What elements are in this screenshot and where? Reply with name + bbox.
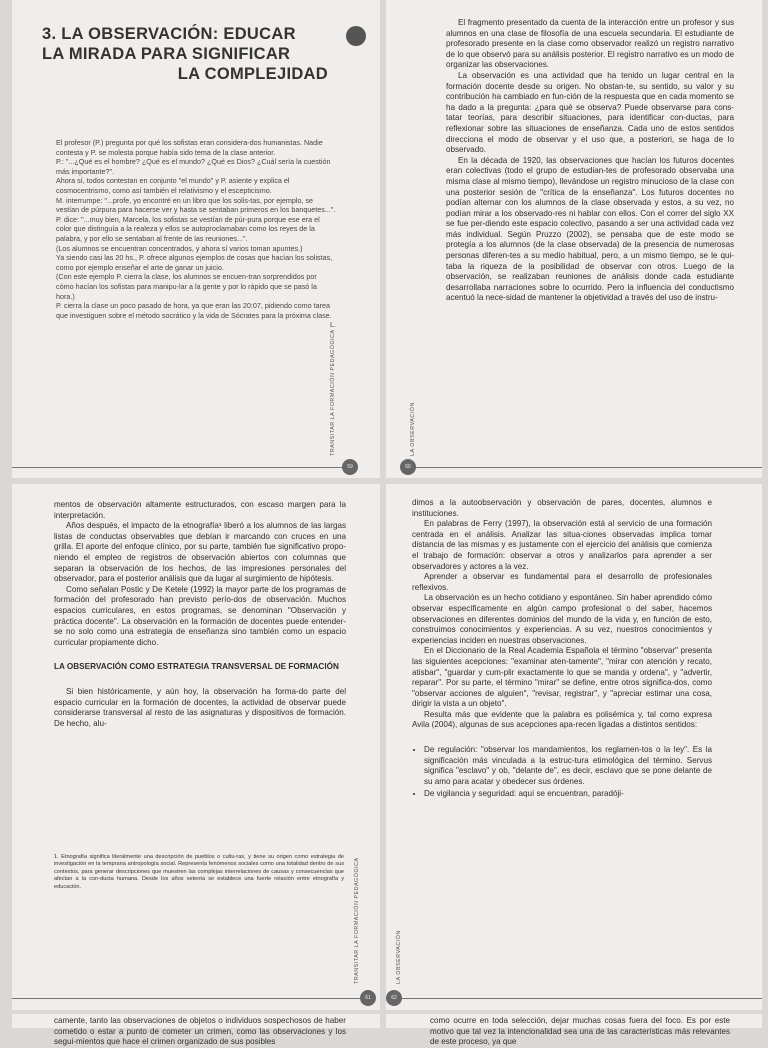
page-rule xyxy=(416,467,762,468)
chapter-title-line-1: 3. LA OBSERVACIÓN: EDUCAR xyxy=(42,25,296,43)
transcript-line: Ahora sí, todos contestan en conjunto "el mundo" y P. asiente y explica el cosmocentrismo, como así también el relativismo y el escepticismo. xyxy=(56,176,290,195)
transcript-line: P.: "...¿Qué es el hombre? ¿Qué es el mundo? ¿Qué es Dios? ¿Cuál sería la cuestión más importante?". xyxy=(56,157,331,176)
running-head-vertical: LA OBSERVACIÓN xyxy=(410,402,416,456)
chapter-title-line-3: LA COMPLEJIDAD xyxy=(177,65,328,83)
list-item: • De vigilancia y seguridad: aquí se encuentran, paradóji- xyxy=(424,789,712,800)
transcript-line: (Con este ejemplo P. cierra la clase, los alumnos se encuen-tran sorprendidos por cómo hacían los sofistas para manipu-lar a la gente y por lo rápido que se pasó la hora.) xyxy=(56,272,317,301)
transcript-line: M. interrumpe: "...profe, yo encontré en un libro que los solis-tas, por ejemplo, se vestían de púrpura para hacerse ver y hasta se sentaban primeros en los banquetes...". xyxy=(56,195,336,215)
transcript-line: El profesor (P.) pregunta por qué los sofistas eran considera-dos humanistas. Nadie contesta y P. se molesta porque había sido tema de la clase anterior. xyxy=(56,138,323,157)
page-5 xyxy=(12,1014,380,1047)
paragraph: Aprender a observar es fundamental para el desarrollo de profesionales reflexivos. xyxy=(412,572,712,592)
section-heading: LA OBSERVACIÓN COMO ESTRATEGIA TRANSVERSAL DE FORMACIÓN xyxy=(54,662,339,672)
page-1 xyxy=(12,0,380,478)
page-rule xyxy=(402,998,762,999)
page-rule xyxy=(12,467,342,468)
paragraph: dimos a la autoobservación y observación de pares, docentes, alumnos e instituciones. xyxy=(412,498,712,518)
paragraph: camente, tanto las observaciones de objetos o individuos sospechosos de haber cometido o estar a punto de cometer un crimen, como las observaciones y los segui-mientos que hace el crimen organizado de sus posibles xyxy=(54,1016,346,1047)
main-text xyxy=(54,500,346,729)
chapter-bullet-icon xyxy=(346,26,366,46)
page-number-badge: 61 xyxy=(360,990,376,1006)
main-text xyxy=(54,1016,346,1048)
footnote: 1. Etnografía significa literalmente una descripción de pueblos o cultu-ras, y tiene su origen como estrategia de investigación en la temprana antropología social. Representa fenómenos sociales como una totalidad dentro de sus contextos, para generar descripciones que muestren las complejas interrelaciones de causas y consecuencias que afectan a la con-ducta humana. Desde los años setenta se establece una fuerte relación entre etnografía y educación. xyxy=(54,854,344,890)
paragraph: Si bien históricamente, y aún hoy, la observación ha forma-do parte del espacio curricular en la formación de docentes, la actividad de observar puede considerarse transversal al resto de las asignaturas y dispositivos de formación. De hecho, alu- xyxy=(54,686,346,728)
paragraph: como ocurre en toda selección, dejar muchas cosas fuera del foco. Es por este motivo que tal vez la intencionalidad sea una de las características más relevantes de este proceso, ya que xyxy=(430,1016,730,1047)
running-head-vertical: TRANSITAR LA FORMACIÓN PEDAGÓGICA xyxy=(330,329,336,456)
page-3 xyxy=(12,484,380,1010)
transcript-line: P. dice: "...muy bien, Marcela, los sofistas se vestían de púr-pura porque ese era el color que distinguía a la realeza y ellos se autoproclamaban como los reyes de la palabra, y por ello se sentaban al frente de las reuniones...". xyxy=(56,214,320,243)
main-text xyxy=(430,1016,730,1048)
paragraph: Como señalan Postic y De Ketele (1992) la mayor parte de los programas de formación del profesorado han previsto perío-dos de observación. Muchos espacios curriculares, en estos programas, se denominan "Observación y práctica docente". La observación en la formación de docentes puede entender-se no solo como una estrategia de enseñanza sino también como un espacio curricular propiamente dicho. xyxy=(54,584,346,647)
page-number-badge: 62 xyxy=(386,990,402,1006)
transcript-line: (Los alumnos se encuentran concentrados, y ahora sí varios toman apuntes.) xyxy=(56,243,303,253)
chapter-title-line-2: LA MIRADA PARA SIGNIFICAR xyxy=(42,45,291,63)
running-head-vertical: TRANSITAR LA FORMACIÓN PEDAGÓGICA xyxy=(354,857,360,984)
transcript-signature: L. xyxy=(330,320,336,330)
page-number-badge: 60 xyxy=(400,459,416,475)
paragraph: En palabras de Ferry (1997), la observación está al servicio de una formación centrada en el análisis. Analizar las situa-ciones observadas implica tomar distancia de las mismas y es justamente con el ejercicio del análisis que comienza el trabajo de formación: observar a otros y analizarlos para aprender a ser observadores y actores a la vez. xyxy=(412,519,712,571)
paragraph: La observación es una actividad que ha tenido un lugar central en la formación docente desde su origen. No obstan-te, su sentido, su valor y su contribución ha cambiado en fun-ción de la respuesta que en cada momento se ha dado a la pregunta: ¿para qué se observa? Puede observarse para cons-tatar teorías, para describir situaciones, para identificar con-ductas, para reflexionar sobre las situaciones de enseñanza. Cada uno de estos sentidos direcciona el modo de observar y el uso que, a posteriori, se haga de lo observado. xyxy=(446,70,734,155)
list-item: • De regulación: "observar los mandamientos, los reglamen-tos o la ley". Es la significación más vinculada a la estruc-tura etimológica del término. Servus significa "esclavo" y ob, "delante de", es decir, esclavo que se pone delante de su amo para acatar y obedecer sus órdenes. xyxy=(424,745,712,787)
page-2 xyxy=(386,0,762,478)
paragraph: En el Diccionario de la Real Academia Española el término "observar" presenta las siguientes acepciones: "examinar aten-tamente", "mirar con atención y recato, atisbar", "guardar y cum-plir exactamente lo que se manda y ordena", y "advertir, reparar". Por su parte, el término "mirar" se define, entre otros significa-dos, como "observar acciones de alguien", "revisar, registrar", y "apreciar estimar una cosa, dirigir la vista a un objeto". xyxy=(412,646,712,709)
paragraph: La observación es un hecho cotidiano y espontáneo. Sin haber aprendido cómo observar específicamente en algún campo profesional o del saber, hacemos observaciones en diferentes dominios del mundo de la vida y, en función de esto, construimos conocimientos y experiencias. A su vez, nuestros conocimientos y experiencias inciden en nuestras observaciones. xyxy=(412,593,712,645)
chapter-title xyxy=(42,24,342,84)
paragraph: En la década de 1920, las observaciones que hacían los futuros docentes eran colectivas (todo el grupo de estudian-tes de profesorado observaba una misma clase al mismo tiempo), llevándose un registro minucioso de la clase con una posterior sesión de "crítica de la enseñanza". Los futuros docentes no podían alternar con los alumnos de la clase observada y estos, a su vez, no podían mirar a los observado-res ni hablar con ellos. Con el correr del siglo XX se fue per-diendo este espacio colectivo, pasando a ser una actividad cada vez más individual. Según Pruzzo (2002), se pensaba que de este modo se protegía a los alumnos (de la clase observada) de la presencia de numerosas personas diferen-tes a su medio habitual, pero, a un mismo tiempo, se le qui-taba la riqueza de la posibilidad de observar con otros. Luego de la observación, se realizaban reuniones de análisis donde cada estudiante desarrollaba narraciones sobre lo ocurrido. Pero la influencia del conductismo acentuó la nece-sidad de mantener la objetividad a través del uso de instru- xyxy=(446,155,734,303)
running-head-vertical: LA OBSERVACIÓN xyxy=(396,930,402,984)
paragraph: Resulta más que evidente que la palabra es polisémica y, tal como expresa Avila (2004), algunas de sus acepciones apa-recen ligadas a distintos sentidos: xyxy=(412,709,712,730)
transcript-line: Ya siendo casi las 20 hs., P. ofrece algunos ejemplos de cosas que hacían los solistas, como por ejemplo enseñar el arte de ganar un juicio. xyxy=(56,253,333,272)
class-transcript xyxy=(56,138,336,330)
paragraph: mentos de observación altamente estructurados, con escaso margen para la interpretación. xyxy=(54,500,346,520)
paragraph: Años después, el impacto de la etnografía¹ liberó a los alumnos de las largas listas de conductas observables que debían ir marcando con cruces en una grilla. El aporte del enfoque clínico, por su parte, también fue significativo propo-niendo el empleo de registros de observación abiertos con columnas que separan la observación de los hechos, de las impresiones personales del observador, para el posterior análisis que da lugar al surgimiento de hipótesis. xyxy=(54,521,346,584)
page-4 xyxy=(386,484,762,1010)
main-text xyxy=(412,498,712,802)
paragraph: El fragmento presentado da cuenta de la interacción entre un profesor y sus alumnos en una clase de filosofía de una escuela secundaria. El estudiante de profesorado presente en la clase como observador realizó un registro narrativo de lo que observó para su análisis posterior. El registro narrativo es un modo de organizar las observaciones. xyxy=(446,18,734,70)
page-number-badge: 59 xyxy=(342,459,358,475)
page-rule xyxy=(12,998,360,999)
bullet-list xyxy=(412,745,712,800)
page-6 xyxy=(386,1014,762,1047)
transcript-line: P. cierra la clase un poco pasado de hora, ya que eran las 20:07, pidiendo como tarea que investiguen sobre el método socrático y la vida de Sócrates para la próxima clase. xyxy=(56,301,332,320)
main-text xyxy=(446,18,734,304)
